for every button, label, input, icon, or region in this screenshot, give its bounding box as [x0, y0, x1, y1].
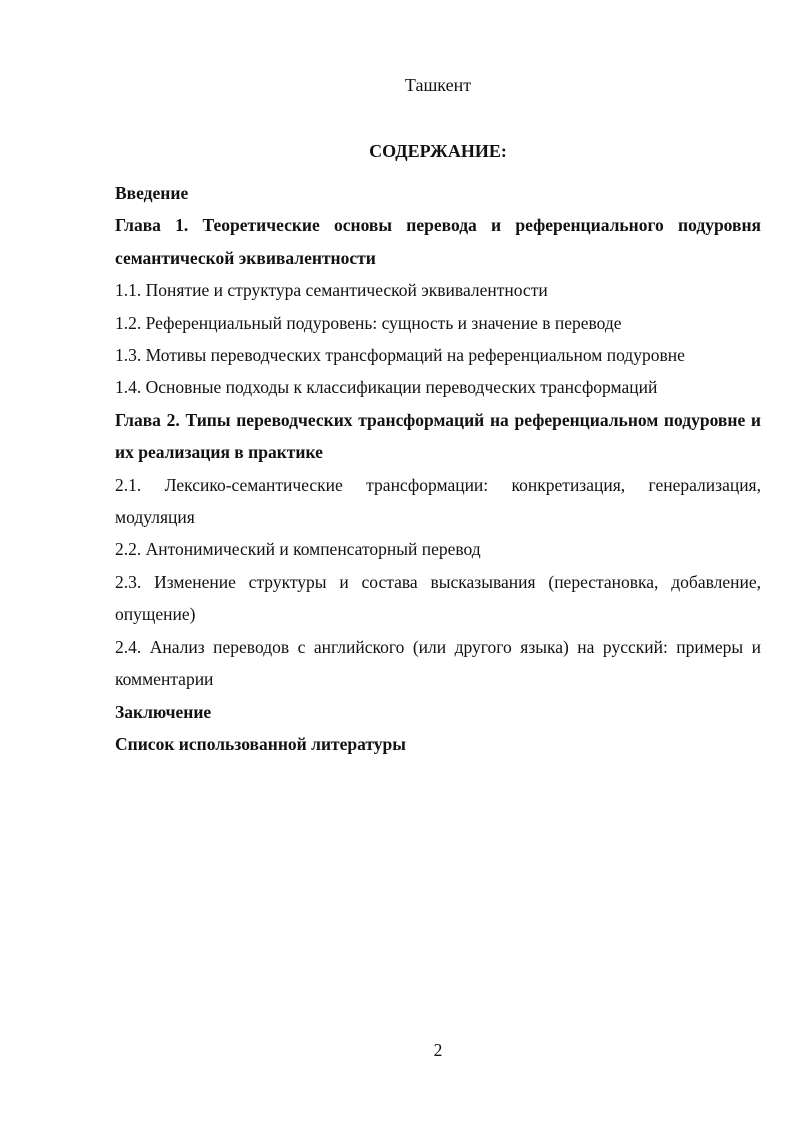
toc-entry-chapter-2: Глава 2. Типы переводческих трансформаций на референциальном подуровне и их реализация в практике — [115, 409, 761, 463]
page-number: 2 — [433, 1040, 443, 1060]
toc-entry-section-2-1: 2.1. Лексико-семантические трансформации: конкретизация, генерализация, модуляция — [115, 474, 761, 528]
toc-entry-conclusion: Заключение — [115, 701, 212, 722]
toc-entry-section-1-1: 1.1. Понятие и структура семантической эквивалентности — [115, 280, 548, 301]
toc-entry-section-2-4: 2.4. Анализ переводов с английского (или другого языка) на русский: примеры и комментарии — [115, 636, 761, 690]
toc-entry-section-1-2: 1.2. Референциальный подуровень: сущность и значение в переводе — [115, 312, 622, 333]
toc-entry-section-1-3: 1.3. Мотивы переводческих трансформаций на референциальном подуровне — [115, 345, 685, 366]
toc-entry-section-1-4: 1.4. Основные подходы к классификации переводческих трансформаций — [115, 377, 658, 398]
toc-entry-section-2-2: 2.2. Антонимический и компенсаторный перевод — [115, 539, 481, 560]
city-name: Ташкент — [404, 75, 472, 95]
toc-heading: СОДЕРЖАНИЕ: — [369, 141, 507, 161]
toc-entry-references: Список использованной литературы — [115, 733, 406, 754]
toc-entry-introduction: Введение — [115, 183, 189, 203]
toc-entry-section-2-3: 2.3. Изменение структуры и состава высказывания (перестановка, добавление, опущение) — [115, 571, 761, 625]
toc-entry-chapter-1: Глава 1. Теоретические основы перевода и референциального подуровня семантической эквивалентности — [115, 215, 761, 268]
table-of-contents — [115, 177, 761, 760]
